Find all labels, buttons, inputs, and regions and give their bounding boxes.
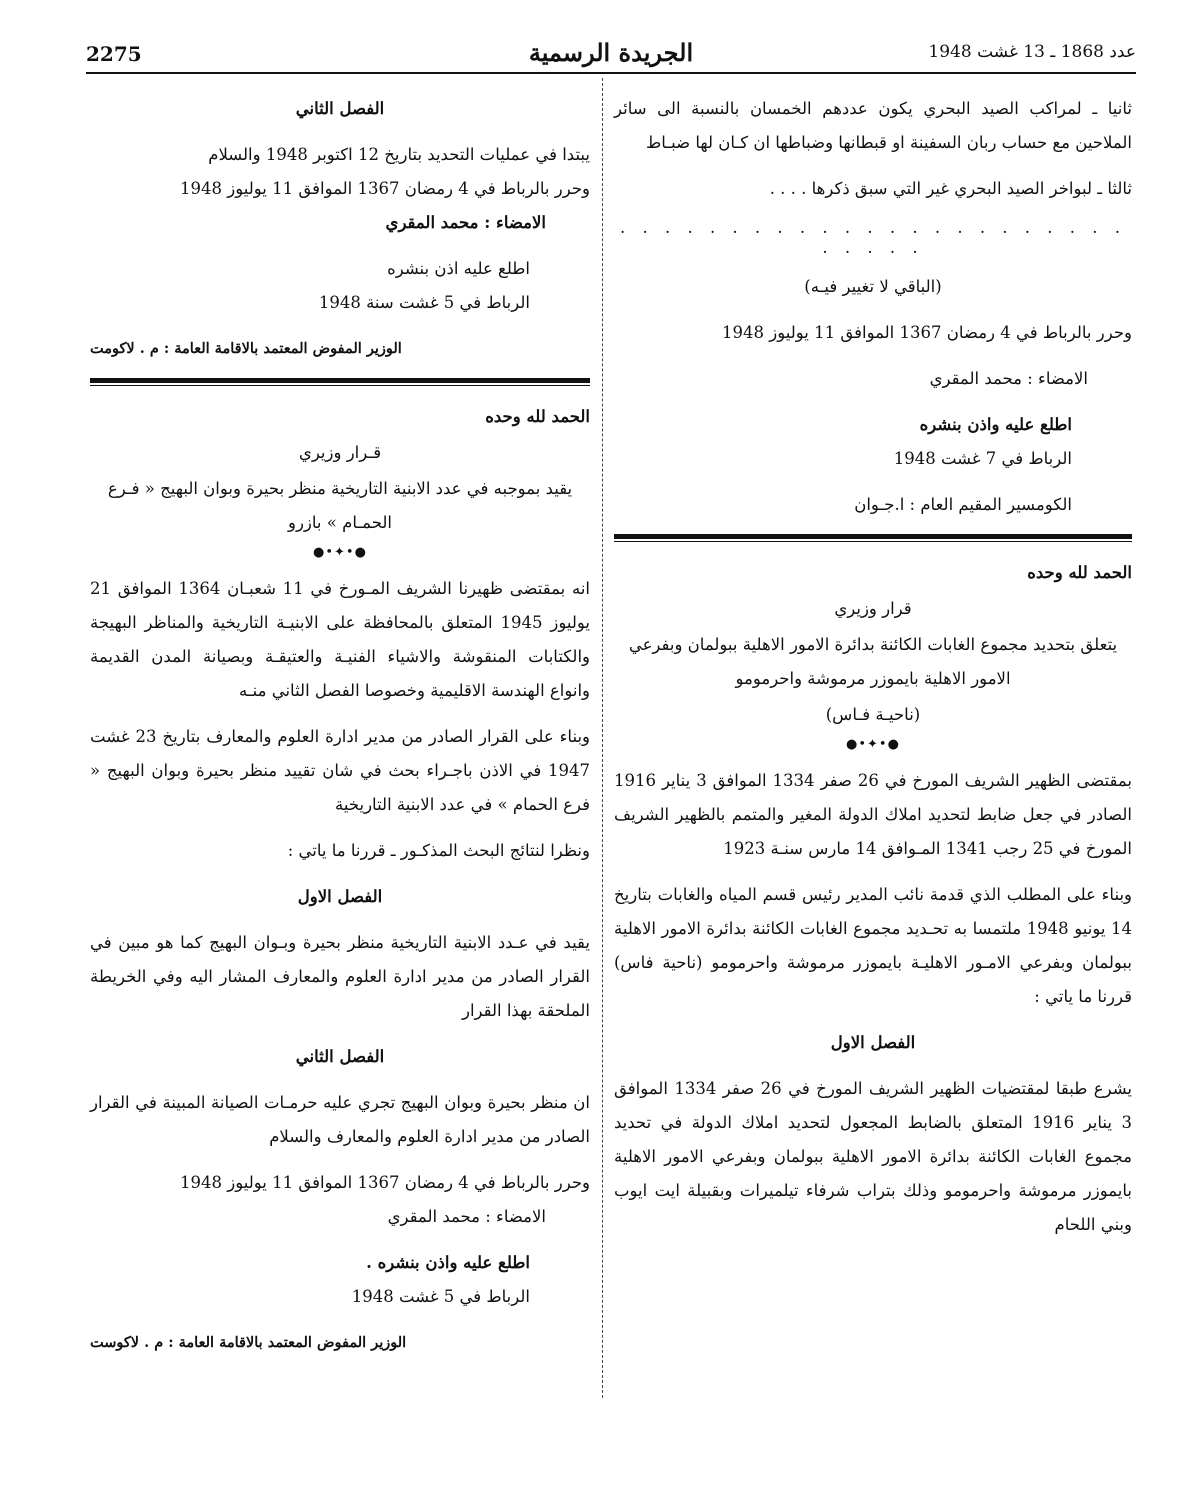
seen-line: اطلع عليه واذن بنشره bbox=[919, 415, 1072, 434]
seen-line: اطلع عليه واذن بنشره . bbox=[366, 1253, 530, 1272]
decree-subject: يقيد بموجبه في عدد الابنية التاريخية منظر بحيرة وبوان البهيج « فـرع الحمـام » بازرو bbox=[107, 479, 573, 532]
article-heading: الفصل الاول bbox=[830, 1033, 916, 1052]
page-number: 2275 bbox=[86, 42, 142, 66]
based-paragraph: وبناء على القرار الصادر من مدير ادارة العلوم والمعارف بتاريخ 23 غشت 1947 في الاذن باجـراء بحث في شان تقييد منظر بحيرة وبوان البهيج « فرع الحمام » في عدد الابنية التاريخية bbox=[90, 727, 591, 814]
issue-info: عدد 1868 ـ 13 غشت 1948 bbox=[928, 42, 1136, 62]
done-at: وحرر بالرباط في 4 رمضان 1367 الموافق 11 يوليوز 1948 bbox=[179, 179, 590, 198]
minister-line: الوزير المفوض المعتمد بالاقامة العامة : م . لاكوست bbox=[90, 1334, 407, 1351]
seen-place: الرباط في 5 غشت 1948 bbox=[351, 1287, 530, 1306]
article-heading: الفصل الثاني bbox=[295, 99, 385, 118]
section-rule bbox=[614, 534, 1132, 542]
signature: الامضاء : محمد المقري bbox=[929, 369, 1088, 388]
gazette-title: الجريدة الرسمية bbox=[528, 38, 694, 67]
article-heading: الفصل الاول bbox=[297, 887, 383, 906]
seen-line: اطلع عليه اذن بنشره bbox=[387, 259, 530, 278]
right-column bbox=[614, 92, 1132, 1254]
article-text: ان منظر بحيرة وبوان البهيج تجري عليه حرمـات الصيانة المبينة في القرار الصادر من مدير ادارة العلوم والمعارف والسلام bbox=[90, 1093, 590, 1146]
done-at: وحرر بالرباط في 4 رمضان 1367 الموافق 11 يوليوز 1948 bbox=[179, 1173, 590, 1192]
signature: الامضاء : محمد المقري bbox=[385, 213, 546, 232]
decree-title: قـرار وزيري bbox=[298, 443, 382, 462]
done-at: وحرر بالرباط في 4 رمضان 1367 الموافق 11 يوليوز 1948 bbox=[721, 323, 1132, 342]
ornament: ●•✦•● bbox=[313, 545, 367, 560]
hamd-line: الحمد لله وحده bbox=[485, 407, 590, 426]
minister-line: الوزير المفوض المعتمد بالاقامة العامة : م . لاكومت bbox=[90, 340, 402, 357]
considering-paragraph: انه بمقتضى ظهيرنا الشريف المـورخ في 11 شعبـان 1364 الموافق 21 يوليوز 1945 المتعلق بالمحافظة على الابنيـة التاريخية والمناظر البهيجة والكتابات المنقوشة والاشياء الفنيـة والعتيقـة وبصيانة المدن القديمة وانواع الهندسة الاقليمية وخصوصا الفصل الثاني منـه bbox=[90, 579, 591, 700]
clause-second: ثانيا ـ لمراكب الصيد البحري يكون عددهم الخمسان بالنسبة الى سائر الملاحين مع حساب ربان السفينة او قبطانها وضباطها ان كـان لها ضبـاط bbox=[614, 99, 1132, 152]
commissioner-line: الكومسير المقيم العام : ا.جـوان bbox=[854, 495, 1072, 514]
seen-place: الرباط في 5 غشت سنة 1948 bbox=[318, 293, 530, 312]
decree-region: (ناحيـة فـاس) bbox=[825, 705, 921, 724]
header-rule bbox=[86, 72, 1136, 74]
decree-subject: يتعلق بتحديد مجموع الغابات الكائنة بدائرة الامور الاهلية ببولمان وبفرعي الامور الاهلية بايموزر مرموشة واحرمومو bbox=[628, 635, 1118, 688]
page-header bbox=[86, 36, 1136, 70]
column-separator bbox=[602, 78, 603, 1398]
remainder-note: (الباقي لا تغيير فيـه) bbox=[804, 277, 942, 296]
ellipsis-dots: . . . . . . . . . . . . . . . . . . . . . . . . . . . . bbox=[619, 218, 1127, 257]
ornament: ●•✦•● bbox=[846, 737, 900, 752]
request-paragraph: وبناء على المطلب الذي قدمة نائب المدير رئيس قسم المياه والغابات بتاريخ 14 يونيو 1948 ملتمسا به تحـديد مجموع الغابات الكائنة بدائرة الامور الاهلية ببولمان وبفرعي الامـور الاهليـة بايموزر مرموشة واحرمومو (ناحية فاس) قررنا ما ياتي : bbox=[614, 885, 1132, 1006]
section-rule bbox=[90, 378, 590, 386]
left-column bbox=[90, 92, 590, 1372]
article-text: يقيد في عـدد الابنية التاريخية منظر بحيرة وبـوان البهيج كما هو مبين في القرار الصادر من مدير ادارة العلوم والمعارف المشار اليه وفي الخريطة الملحقة بهذا القرار bbox=[90, 933, 590, 1020]
considering-paragraph: بمقتضى الظهير الشريف المورخ في 26 صفر 1334 الموافق 3 يناير 1916 الصادر في جعل ضابط لتحديد املاك الدولة المغير والمتمم بالظهير الشريف المورخ في 25 رجب 1341 المـوافق 14 مارس سنـة 1923 bbox=[614, 771, 1133, 858]
seen-place: الرباط في 7 غشت 1948 bbox=[893, 449, 1072, 468]
hamd-line: الحمد لله وحده bbox=[1027, 563, 1132, 582]
article-text: يشرع طبقا لمقتضيات الظهير الشريف المورخ في 26 صفر 1334 الموافق 3 يناير 1916 المتعلق بالضابط المجعول لتحديد املاك الدولة في تحديد مجموع الغابات الكائنة بدائرة الامور الاهلية ببولمان وبفرعي الامور الاهلية بايموزر مرموشة واحرمومو وذلك بتراب شرفاء تيلميرات وبقبيلة ايت ايوب وبني اللحام bbox=[614, 1079, 1133, 1234]
signature: الامضاء : محمد المقري bbox=[387, 1207, 546, 1226]
clause-third: ثالثا ـ لبواخر الصيد البحري غير التي سبق ذكرها . . . . bbox=[769, 179, 1132, 198]
results-paragraph: ونظرا لنتائج البحث المذكـور ـ قررنا ما ياتي : bbox=[287, 841, 590, 860]
decree-title: قرار وزيري bbox=[834, 599, 912, 618]
article-text: يبتدا في عمليات التحديد بتاريخ 12 اكتوبر 1948 والسلام bbox=[208, 145, 590, 164]
article-heading: الفصل الثاني bbox=[295, 1047, 385, 1066]
